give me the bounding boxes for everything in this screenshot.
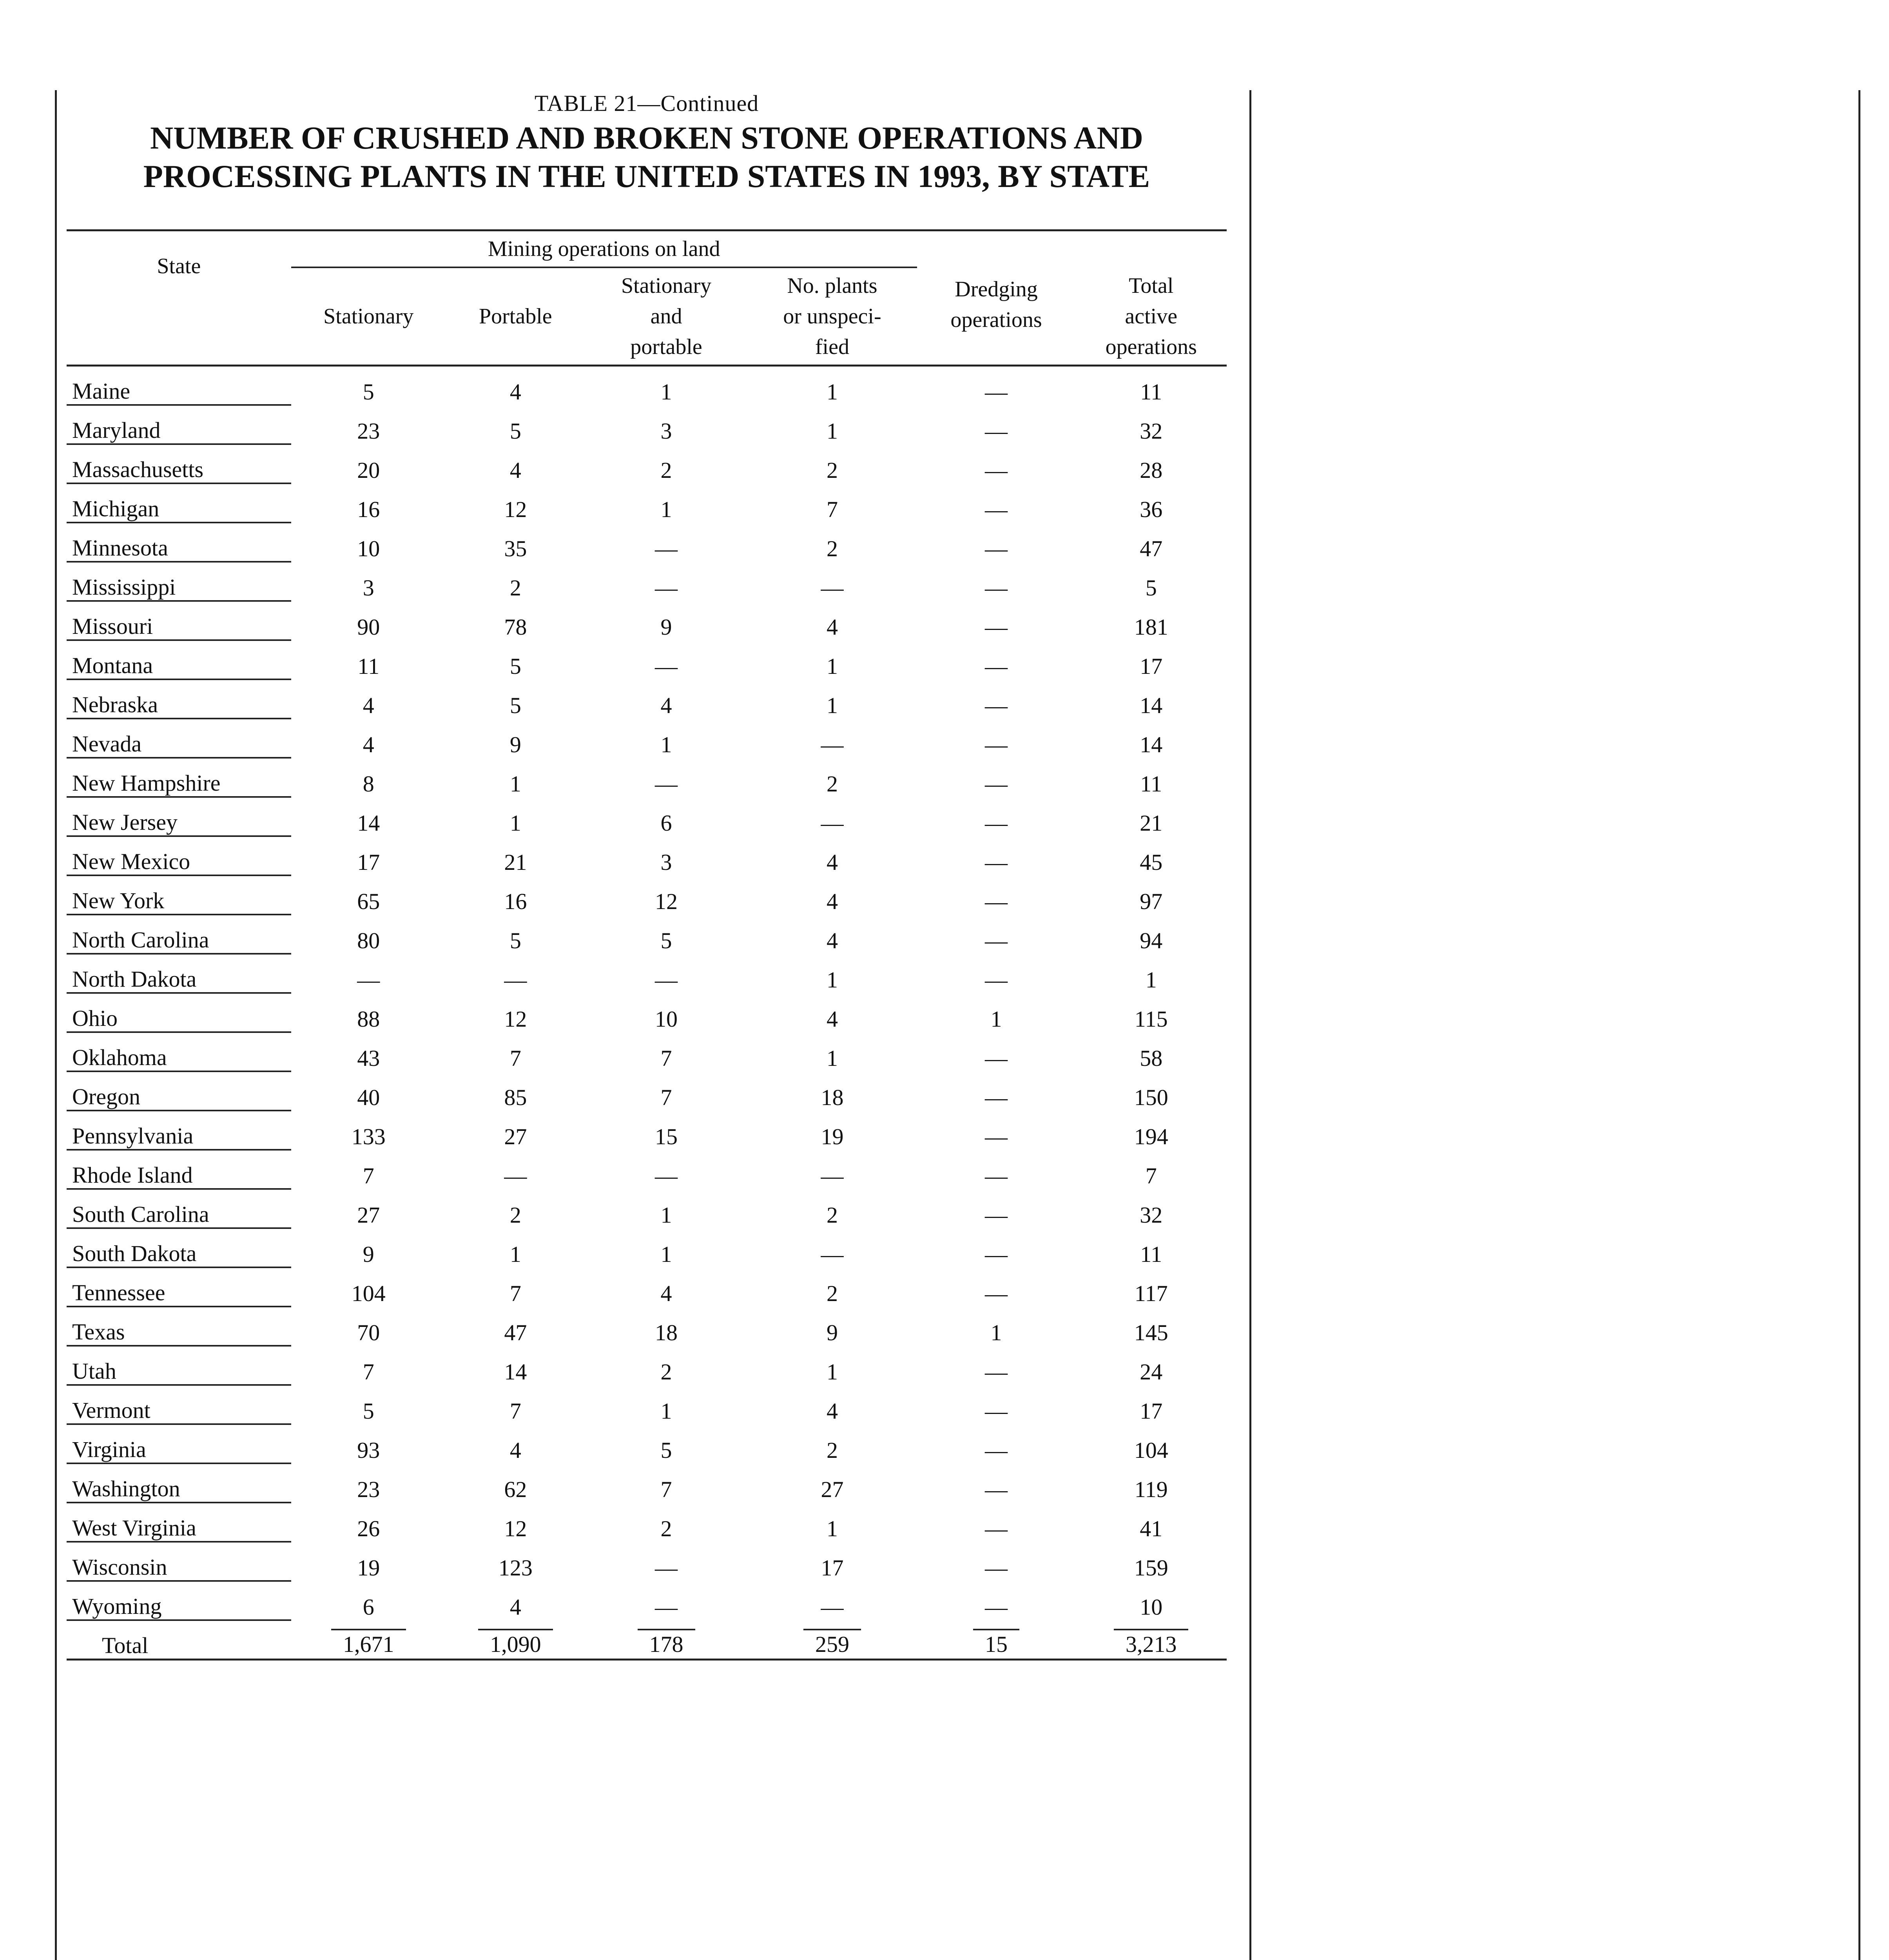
cell-stationary-and-portable: 12: [655, 889, 678, 914]
cell-total-active: 36: [1140, 497, 1163, 522]
cell-portable: 35: [504, 536, 527, 561]
table-row: [67, 1189, 1227, 1228]
cell-stationary: 93: [357, 1437, 380, 1463]
cell-dredging: —: [985, 418, 1008, 444]
cell-no-plants: 4: [826, 1398, 838, 1424]
table-row: [67, 1503, 1227, 1542]
cell-portable: 5: [509, 418, 521, 444]
cell-state: Montana: [67, 640, 291, 679]
cell-stationary: 20: [357, 457, 380, 483]
cell-portable: 4: [509, 1594, 521, 1620]
table-row: [67, 679, 1227, 719]
cell-dredging: —: [985, 1085, 1008, 1110]
cell-total-active: 1: [1145, 967, 1157, 993]
cell-stationary-and-portable: 1: [660, 497, 672, 522]
cell-dredging: —: [985, 1045, 1008, 1071]
cell-dredging: —: [985, 1241, 1008, 1267]
cell-stationary: 5: [363, 1398, 374, 1424]
cell-stationary-and-portable: —: [655, 771, 678, 797]
cell-state: Oregon: [67, 1071, 291, 1111]
cell-state: Michigan: [67, 483, 291, 523]
cell-stationary: 4: [363, 693, 374, 718]
no-plants-line-1: No. plants: [787, 274, 877, 298]
dredging-line-1: Dredging: [955, 277, 1038, 301]
cell-portable: 5: [509, 693, 521, 718]
cell-dredging: —: [985, 1398, 1008, 1424]
table-row: [67, 1581, 1227, 1620]
cell-total-active: 21: [1140, 810, 1163, 836]
cell-portable: 62: [504, 1477, 527, 1502]
table-row: [67, 1385, 1227, 1424]
total-portable-value: 1,090: [478, 1629, 553, 1659]
cell-stationary: 7: [363, 1359, 374, 1385]
cell-state: Wyoming: [67, 1581, 291, 1620]
cell-stationary: 10: [357, 536, 380, 561]
cell-no-plants: 1: [826, 1359, 838, 1385]
cell-portable: 4: [509, 1437, 521, 1463]
total-no-plants: [747, 1620, 917, 1660]
cell-no-plants: 1: [826, 379, 838, 405]
cell-portable: 1: [509, 810, 521, 836]
cell-no-plants: 2: [826, 536, 838, 561]
cell-no-plants: 2: [826, 771, 838, 797]
table-row: [67, 1071, 1227, 1111]
cell-dredging: —: [985, 889, 1008, 914]
total-total-active-value: 3,213: [1114, 1629, 1189, 1659]
cell-stationary: 11: [357, 653, 380, 679]
cell-stationary-and-portable: 2: [660, 457, 672, 483]
cell-state: Tennessee: [67, 1267, 291, 1307]
right-margin-rule: [1858, 90, 1860, 1960]
cell-no-plants: 1: [826, 653, 838, 679]
cell-total-active: 94: [1140, 928, 1163, 953]
cell-state: Washington: [67, 1463, 291, 1503]
table-section: [67, 90, 1227, 1661]
cell-stationary-and-portable: 7: [660, 1477, 672, 1502]
cell-stationary: 17: [357, 849, 380, 875]
cell-total-active: 145: [1134, 1320, 1168, 1345]
cell-state: West Virginia: [67, 1503, 291, 1542]
col-header-stationary: Stationary: [291, 267, 446, 366]
cell-stationary: 88: [357, 1006, 380, 1032]
cell-portable: 21: [504, 849, 527, 875]
cell-dredging: —: [985, 693, 1008, 718]
total-portable: [446, 1620, 585, 1660]
cell-state: Vermont: [67, 1385, 291, 1424]
table-row: [67, 875, 1227, 915]
cell-stationary-and-portable: 1: [660, 379, 672, 405]
cell-portable: 1: [509, 1241, 521, 1267]
cell-state: Nebraska: [67, 679, 291, 719]
cell-no-plants: —: [821, 810, 844, 836]
cell-total-active: 28: [1140, 457, 1163, 483]
cell-no-plants: 4: [826, 614, 838, 640]
cell-dredging: —: [985, 1555, 1008, 1581]
cell-stationary-and-portable: —: [655, 575, 678, 601]
cell-state: Rhode Island: [67, 1150, 291, 1189]
cell-portable: —: [504, 1163, 527, 1189]
cell-state: Pennsylvania: [67, 1111, 291, 1150]
cell-no-plants: 1: [826, 1045, 838, 1071]
cell-total-active: 159: [1134, 1555, 1168, 1581]
cell-state: Oklahoma: [67, 1032, 291, 1071]
cell-state: North Dakota: [67, 954, 291, 993]
table-row: [67, 1463, 1227, 1503]
cell-total-active: 17: [1140, 653, 1163, 679]
operations-table: [67, 229, 1227, 1661]
cell-total-active: 45: [1140, 849, 1163, 875]
cell-no-plants: 18: [821, 1085, 844, 1110]
cell-portable: 14: [504, 1359, 527, 1385]
cell-no-plants: 7: [826, 497, 838, 522]
table-row: [67, 1307, 1227, 1346]
total-stationary-value: 1,671: [331, 1629, 406, 1659]
total-stationary-and-portable-value: 178: [638, 1629, 695, 1659]
table-row: [67, 915, 1227, 954]
cell-stationary: 16: [357, 497, 380, 522]
table-row: [67, 836, 1227, 875]
stat-port-line-1: Stationary: [621, 274, 712, 298]
table-row: [67, 758, 1227, 797]
cell-state: Maine: [67, 366, 291, 405]
cell-state: Ohio: [67, 993, 291, 1032]
cell-stationary: 43: [357, 1045, 380, 1071]
cell-portable: 4: [509, 457, 521, 483]
table-title-line-2: PROCESSING PLANTS IN THE UNITED STATES IN 1993, BY STATE: [143, 158, 1150, 194]
cell-stationary: 9: [363, 1241, 374, 1267]
cell-stationary: 19: [357, 1555, 380, 1581]
table-row: [67, 719, 1227, 758]
cell-total-active: 24: [1140, 1359, 1163, 1385]
col-header-no-plants: [747, 267, 917, 366]
table-row: [67, 405, 1227, 444]
cell-no-plants: 1: [826, 1516, 838, 1541]
cell-portable: 7: [509, 1281, 521, 1306]
cell-dredging: —: [985, 457, 1008, 483]
total-active-line-2: active: [1125, 304, 1178, 328]
cell-stationary-and-portable: 18: [655, 1320, 678, 1345]
table-row: [67, 1111, 1227, 1150]
stat-port-line-3: portable: [630, 335, 702, 359]
cell-stationary-and-portable: —: [655, 536, 678, 561]
cell-stationary-and-portable: 3: [660, 849, 672, 875]
table-body: [67, 366, 1227, 1660]
cell-stationary-and-portable: 4: [660, 693, 672, 718]
cell-stationary: 8: [363, 771, 374, 797]
cell-no-plants: —: [821, 1163, 844, 1189]
cell-dredging: —: [985, 575, 1008, 601]
cell-state: Nevada: [67, 719, 291, 758]
cell-total-active: 5: [1145, 575, 1157, 601]
cell-no-plants: 17: [821, 1555, 844, 1581]
cell-state: Massachusetts: [67, 444, 291, 483]
table-title: [67, 119, 1227, 196]
table-row: [67, 1150, 1227, 1189]
cell-total-active: 115: [1134, 1006, 1168, 1032]
left-margin-rule: [55, 90, 57, 1960]
cell-no-plants: 9: [826, 1320, 838, 1345]
cell-state: Mississippi: [67, 562, 291, 601]
cell-no-plants: 4: [826, 1006, 838, 1032]
cell-no-plants: 4: [826, 928, 838, 953]
cell-stationary: 14: [357, 810, 380, 836]
cell-stationary: 27: [357, 1202, 380, 1228]
cell-dredging: —: [985, 810, 1008, 836]
cell-total-active: 11: [1140, 771, 1162, 797]
cell-stationary-and-portable: 3: [660, 418, 672, 444]
cell-stationary-and-portable: 10: [655, 1006, 678, 1032]
cell-no-plants: 2: [826, 1281, 838, 1306]
cell-stationary: 6: [363, 1594, 374, 1620]
cell-total-active: 41: [1140, 1516, 1163, 1541]
cell-portable: 2: [509, 575, 521, 601]
cell-stationary: 23: [357, 418, 380, 444]
cell-portable: 1: [509, 771, 521, 797]
cell-total-active: 11: [1140, 1241, 1162, 1267]
col-header-stationary-and-portable: [585, 267, 747, 366]
cell-dredging: 1: [990, 1320, 1002, 1345]
cell-no-plants: —: [821, 732, 844, 757]
cell-stationary: 23: [357, 1477, 380, 1502]
cell-dredging: —: [985, 1594, 1008, 1620]
cell-portable: 9: [509, 732, 521, 757]
cell-dredging: —: [985, 614, 1008, 640]
cell-portable: 12: [504, 1516, 527, 1541]
cell-total-active: 181: [1134, 614, 1168, 640]
cell-portable: 2: [509, 1202, 521, 1228]
cell-total-active: 32: [1140, 1202, 1163, 1228]
cell-stationary-and-portable: 9: [660, 614, 672, 640]
cell-stationary-and-portable: —: [655, 1555, 678, 1581]
cell-stationary-and-portable: 5: [660, 1437, 672, 1463]
cell-portable: 5: [509, 928, 521, 953]
cell-total-active: 117: [1134, 1281, 1168, 1306]
cell-no-plants: —: [821, 575, 844, 601]
cell-no-plants: 19: [821, 1124, 844, 1149]
cell-total-active: 47: [1140, 536, 1163, 561]
table-row: [67, 993, 1227, 1032]
cell-portable: 12: [504, 497, 527, 522]
cell-stationary: 3: [363, 575, 374, 601]
cell-state: Texas: [67, 1307, 291, 1346]
cell-stationary: 90: [357, 614, 380, 640]
table-label: TABLE 21—Continued: [534, 91, 759, 116]
cell-total-active: 32: [1140, 418, 1163, 444]
center-column-rule: [1249, 90, 1251, 1960]
no-plants-line-2: or unspeci-: [783, 304, 881, 328]
cell-portable: 123: [498, 1555, 533, 1581]
total-dredging-value: 15: [973, 1629, 1019, 1659]
col-header-portable: Portable: [446, 267, 585, 366]
cell-state: New Mexico: [67, 836, 291, 875]
cell-total-active: 104: [1134, 1437, 1168, 1463]
cell-no-plants: 2: [826, 1202, 838, 1228]
table-row: [67, 444, 1227, 483]
table-row: [67, 954, 1227, 993]
table-row: [67, 1032, 1227, 1071]
cell-no-plants: 1: [826, 418, 838, 444]
cell-stationary: 26: [357, 1516, 380, 1541]
cell-dredging: —: [985, 1359, 1008, 1385]
cell-stationary-and-portable: 1: [660, 732, 672, 757]
cell-dredging: —: [985, 1437, 1008, 1463]
cell-total-active: 194: [1134, 1124, 1168, 1149]
cell-stationary: 4: [363, 732, 374, 757]
cell-dredging: —: [985, 1516, 1008, 1541]
cell-no-plants: 1: [826, 967, 838, 993]
cell-total-active: 14: [1140, 732, 1163, 757]
cell-state: Maryland: [67, 405, 291, 444]
cell-stationary: 65: [357, 889, 380, 914]
cell-no-plants: 27: [821, 1477, 844, 1502]
cell-stationary-and-portable: 1: [660, 1202, 672, 1228]
cell-stationary-and-portable: —: [655, 967, 678, 993]
cell-total-active: 58: [1140, 1045, 1163, 1071]
col-header-dredging: [917, 230, 1076, 366]
total-active-line-1: Total: [1129, 274, 1174, 298]
total-dredging: [917, 1620, 1076, 1660]
cell-dredging: —: [985, 536, 1008, 561]
cell-state: New York: [67, 875, 291, 915]
cell-dredging: —: [985, 771, 1008, 797]
cell-stationary-and-portable: —: [655, 1163, 678, 1189]
cell-total-active: 10: [1140, 1594, 1163, 1620]
cell-portable: 47: [504, 1320, 527, 1345]
cell-dredging: —: [985, 1281, 1008, 1306]
cell-no-plants: —: [821, 1241, 844, 1267]
cell-stationary-and-portable: —: [655, 1594, 678, 1620]
total-total-active: [1075, 1620, 1227, 1660]
cell-total-active: 150: [1134, 1085, 1168, 1110]
col-header-state: State: [67, 230, 291, 366]
dredging-line-2: operations: [950, 308, 1042, 332]
col-header-total-active: [1075, 230, 1227, 366]
cell-portable: 5: [509, 653, 521, 679]
cell-total-active: 11: [1140, 379, 1162, 405]
cell-state: New Hampshire: [67, 758, 291, 797]
cell-portable: 7: [509, 1045, 521, 1071]
cell-dredging: —: [985, 1163, 1008, 1189]
cell-dredging: —: [985, 1124, 1008, 1149]
cell-stationary: 104: [351, 1281, 386, 1306]
cell-stationary-and-portable: 7: [660, 1085, 672, 1110]
cell-portable: 16: [504, 889, 527, 914]
cell-stationary-and-portable: 7: [660, 1045, 672, 1071]
table-row: [67, 797, 1227, 836]
cell-dredging: —: [985, 967, 1008, 993]
cell-state: Virginia: [67, 1424, 291, 1463]
cell-stationary-and-portable: 5: [660, 928, 672, 953]
cell-total-active: 119: [1134, 1477, 1168, 1502]
cell-portable: 85: [504, 1085, 527, 1110]
total-stationary: [291, 1620, 446, 1660]
table-row: [67, 1228, 1227, 1267]
cell-dredging: —: [985, 1477, 1008, 1502]
table-row: [67, 483, 1227, 523]
total-active-line-3: operations: [1105, 335, 1197, 359]
cell-stationary-and-portable: 6: [660, 810, 672, 836]
cell-total-active: 14: [1140, 693, 1163, 718]
cell-dredging: —: [985, 732, 1008, 757]
cell-state: Missouri: [67, 601, 291, 640]
total-stationary-and-portable: [585, 1620, 747, 1660]
table-row: [67, 601, 1227, 640]
cell-state: North Carolina: [67, 915, 291, 954]
cell-dredging: —: [985, 653, 1008, 679]
col-header-mining-group: Mining operations on land: [291, 230, 917, 268]
cell-dredging: —: [985, 1202, 1008, 1228]
cell-no-plants: 4: [826, 889, 838, 914]
cell-stationary: 133: [351, 1124, 386, 1149]
cell-total-active: 17: [1140, 1398, 1163, 1424]
cell-stationary-and-portable: 1: [660, 1398, 672, 1424]
cell-state: South Carolina: [67, 1189, 291, 1228]
total-row: [67, 1620, 1227, 1660]
cell-no-plants: 2: [826, 1437, 838, 1463]
cell-portable: 78: [504, 614, 527, 640]
cell-stationary-and-portable: 4: [660, 1281, 672, 1306]
cell-dredging: —: [985, 379, 1008, 405]
cell-dredging: —: [985, 928, 1008, 953]
table-row: [67, 1267, 1227, 1307]
cell-state: Wisconsin: [67, 1542, 291, 1581]
cell-no-plants: 4: [826, 849, 838, 875]
cell-stationary: 40: [357, 1085, 380, 1110]
cell-stationary: 80: [357, 928, 380, 953]
cell-portable: 7: [509, 1398, 521, 1424]
table-row: [67, 523, 1227, 562]
cell-stationary: 70: [357, 1320, 380, 1345]
cell-dredging: 1: [990, 1006, 1002, 1032]
table-row: [67, 1424, 1227, 1463]
total-label: Total: [102, 1633, 149, 1658]
cell-no-plants: 2: [826, 457, 838, 483]
cell-state: South Dakota: [67, 1228, 291, 1267]
cell-stationary-and-portable: —: [655, 653, 678, 679]
table-row: [67, 1542, 1227, 1581]
cell-state: Utah: [67, 1346, 291, 1385]
cell-no-plants: 1: [826, 693, 838, 718]
cell-portable: 4: [509, 379, 521, 405]
cell-stationary-and-portable: 2: [660, 1516, 672, 1541]
cell-dredging: —: [985, 497, 1008, 522]
cell-stationary: 7: [363, 1163, 374, 1189]
cell-total-active: 97: [1140, 889, 1163, 914]
total-no-plants-value: 259: [803, 1629, 861, 1659]
cell-stationary-and-portable: 15: [655, 1124, 678, 1149]
cell-total-active: 7: [1145, 1163, 1157, 1189]
cell-no-plants: —: [821, 1594, 844, 1620]
table-row: [67, 366, 1227, 405]
table-row: [67, 1346, 1227, 1385]
cell-stationary: —: [357, 967, 380, 993]
table-row: [67, 562, 1227, 601]
cell-stationary: 5: [363, 379, 374, 405]
cell-portable: 12: [504, 1006, 527, 1032]
cell-state: New Jersey: [67, 797, 291, 836]
cell-stationary-and-portable: 1: [660, 1241, 672, 1267]
cell-dredging: —: [985, 849, 1008, 875]
cell-portable: —: [504, 967, 527, 993]
cell-stationary-and-portable: 2: [660, 1359, 672, 1385]
no-plants-line-3: fied: [815, 335, 849, 359]
cell-state: Minnesota: [67, 523, 291, 562]
cell-portable: 27: [504, 1124, 527, 1149]
table-title-line-1: NUMBER OF CRUSHED AND BROKEN STONE OPERATIONS AND: [150, 120, 1143, 156]
stat-port-line-2: and: [650, 304, 682, 328]
table-row: [67, 640, 1227, 679]
